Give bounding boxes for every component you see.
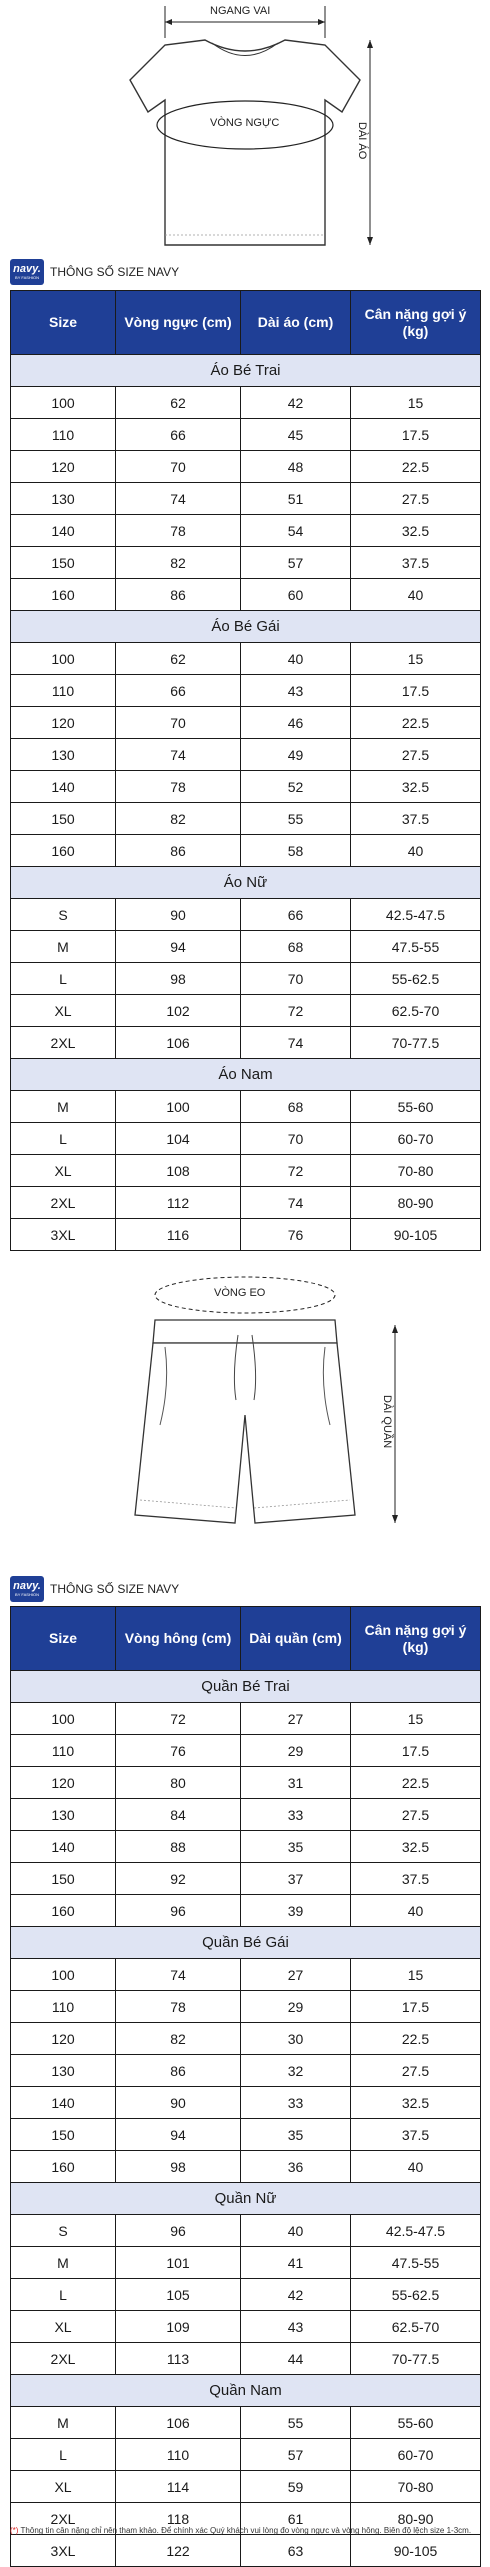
table-row <box>11 1799 481 1831</box>
table-row <box>11 483 481 515</box>
table-row <box>11 739 481 771</box>
table-row <box>11 2055 481 2087</box>
table-cell: 101 <box>116 2247 241 2279</box>
table-cell: 32.5 <box>351 1831 481 1863</box>
table-cell: 40 <box>351 579 481 611</box>
table-row <box>11 2407 481 2439</box>
table-cell: 55 <box>241 803 351 835</box>
table-cell: 74 <box>116 483 241 515</box>
table-cell: 76 <box>116 1735 241 1767</box>
group-name: Áo Nam <box>11 1059 481 1091</box>
table-cell: 35 <box>241 2119 351 2151</box>
table-cell: 108 <box>116 1155 241 1187</box>
table-row <box>11 515 481 547</box>
table-cell: 72 <box>241 995 351 1027</box>
table-cell: 42.5-47.5 <box>351 899 481 931</box>
group-row <box>11 611 481 643</box>
table-cell: 160 <box>11 2151 116 2183</box>
group-name: Áo Bé Gái <box>11 611 481 643</box>
table-cell: 140 <box>11 2087 116 2119</box>
table-cell: 160 <box>11 835 116 867</box>
table-row <box>11 387 481 419</box>
table-row <box>11 643 481 675</box>
table-cell: 32.5 <box>351 771 481 803</box>
table-row <box>11 1895 481 1927</box>
table-cell: 70-80 <box>351 1155 481 1187</box>
table-cell: 72 <box>116 1703 241 1735</box>
table-cell: S <box>11 899 116 931</box>
table-cell: 116 <box>116 1219 241 1251</box>
table-cell: 15 <box>351 387 481 419</box>
table-cell: 106 <box>116 2407 241 2439</box>
column-header: Size <box>11 291 116 355</box>
table-row <box>11 963 481 995</box>
table-cell: 42 <box>241 387 351 419</box>
pants-size-table <box>10 1606 481 2567</box>
table-cell: 2XL <box>11 2343 116 2375</box>
table-cell: 78 <box>116 771 241 803</box>
table-cell: 27 <box>241 1703 351 1735</box>
column-header: Size <box>11 1607 116 1671</box>
table-cell: 140 <box>11 515 116 547</box>
table-row <box>11 707 481 739</box>
table-cell: 55-60 <box>351 1091 481 1123</box>
table-cell: 22.5 <box>351 2023 481 2055</box>
table-cell: 94 <box>116 931 241 963</box>
table-cell: 122 <box>116 2535 241 2567</box>
group-name: Quần Nam <box>11 2375 481 2407</box>
table-row <box>11 1735 481 1767</box>
table-cell: 80-90 <box>351 1187 481 1219</box>
footnote <box>10 2525 480 2536</box>
table-cell: 98 <box>116 963 241 995</box>
table-cell: 47.5-55 <box>351 2247 481 2279</box>
table-cell: 150 <box>11 547 116 579</box>
shorts-illustration <box>0 1265 490 1565</box>
table-cell: 160 <box>11 579 116 611</box>
table-row <box>11 1027 481 1059</box>
table-cell: 17.5 <box>351 1735 481 1767</box>
table-row <box>11 1831 481 1863</box>
section-title: THÔNG SỐ SIZE NAVY <box>50 265 180 279</box>
table-cell: 74 <box>116 739 241 771</box>
table-cell: 17.5 <box>351 675 481 707</box>
table-cell: 37 <box>241 1863 351 1895</box>
table-cell: 63 <box>241 2535 351 2567</box>
table-cell: M <box>11 931 116 963</box>
table-cell: 2XL <box>11 1187 116 1219</box>
table-cell: 55 <box>241 2407 351 2439</box>
table-cell: 42.5-47.5 <box>351 2215 481 2247</box>
table-cell: 66 <box>116 675 241 707</box>
table-cell: 42 <box>241 2279 351 2311</box>
table-cell: 58 <box>241 835 351 867</box>
table-row <box>11 771 481 803</box>
table-cell: 100 <box>11 387 116 419</box>
table-row <box>11 2343 481 2375</box>
table-cell: 52 <box>241 771 351 803</box>
table-cell: 55-62.5 <box>351 2279 481 2311</box>
table-row <box>11 2119 481 2151</box>
table-row <box>11 1991 481 2023</box>
table-cell: 70-77.5 <box>351 2343 481 2375</box>
table-cell: 36 <box>241 2151 351 2183</box>
table-cell: 109 <box>116 2311 241 2343</box>
table-cell: 74 <box>241 1187 351 1219</box>
table-cell: 3XL <box>11 1219 116 1251</box>
table-cell: 15 <box>351 1959 481 1991</box>
table-cell: 90-105 <box>351 2535 481 2567</box>
table-cell: 41 <box>241 2247 351 2279</box>
table-cell: 15 <box>351 1703 481 1735</box>
table-cell: 32 <box>241 2055 351 2087</box>
group-name: Quần Bé Trai <box>11 1671 481 1703</box>
table-cell: 78 <box>116 1991 241 2023</box>
column-header: Vòng hông (cm) <box>116 1607 241 1671</box>
length-label: DÀI ÁO <box>356 122 368 160</box>
table-row <box>11 1959 481 1991</box>
table-cell: 48 <box>241 451 351 483</box>
table-cell: 130 <box>11 739 116 771</box>
table-row <box>11 1703 481 1735</box>
navy-logo: navy. BY FASHION <box>10 259 44 285</box>
table-cell: 70-77.5 <box>351 1027 481 1059</box>
table-row <box>11 2439 481 2471</box>
table-cell: 29 <box>241 1991 351 2023</box>
table-cell: 120 <box>11 451 116 483</box>
table-cell: 82 <box>116 803 241 835</box>
table-cell: 60 <box>241 579 351 611</box>
table-cell: 51 <box>241 483 351 515</box>
table-row <box>11 2023 481 2055</box>
table-cell: XL <box>11 995 116 1027</box>
table-cell: M <box>11 1091 116 1123</box>
table-cell: 110 <box>11 1991 116 2023</box>
table-cell: M <box>11 2407 116 2439</box>
table-cell: 102 <box>116 995 241 1027</box>
table-cell: 150 <box>11 1863 116 1895</box>
table-cell: 15 <box>351 643 481 675</box>
table-cell: 120 <box>11 1767 116 1799</box>
table-cell: 100 <box>11 643 116 675</box>
table-cell: 47.5-55 <box>351 931 481 963</box>
table-cell: 86 <box>116 835 241 867</box>
table-cell: 45 <box>241 419 351 451</box>
table-cell: 96 <box>116 1895 241 1927</box>
table-cell: 86 <box>116 579 241 611</box>
table-header-row <box>11 1607 481 1671</box>
group-row <box>11 2375 481 2407</box>
table-cell: 82 <box>116 2023 241 2055</box>
table-cell: 40 <box>351 835 481 867</box>
group-name: Áo Bé Trai <box>11 355 481 387</box>
table-cell: 88 <box>116 1831 241 1863</box>
table-cell: 2XL <box>11 2503 116 2535</box>
group-row <box>11 2183 481 2215</box>
group-row <box>11 1671 481 1703</box>
column-header: Dài áo (cm) <box>241 291 351 355</box>
table-row <box>11 547 481 579</box>
table-cell: 110 <box>11 419 116 451</box>
table-cell: 55-62.5 <box>351 963 481 995</box>
table-cell: 33 <box>241 1799 351 1831</box>
table-cell: 37.5 <box>351 2119 481 2151</box>
table-cell: 68 <box>241 931 351 963</box>
group-row <box>11 1927 481 1959</box>
table-cell: 100 <box>11 1703 116 1735</box>
table-cell: 120 <box>11 2023 116 2055</box>
table-cell: 37.5 <box>351 1863 481 1895</box>
table-cell: 29 <box>241 1735 351 1767</box>
table-cell: XL <box>11 1155 116 1187</box>
table-cell: 66 <box>116 419 241 451</box>
table-cell: 27 <box>241 1959 351 1991</box>
table-cell: 80 <box>116 1767 241 1799</box>
table-cell: 90 <box>116 2087 241 2119</box>
table-cell: 66 <box>241 899 351 931</box>
table-cell: 90 <box>116 899 241 931</box>
table-cell: 104 <box>116 1123 241 1155</box>
table-row <box>11 451 481 483</box>
table-cell: 3XL <box>11 2535 116 2567</box>
table-row <box>11 2215 481 2247</box>
table-row <box>11 1091 481 1123</box>
group-name: Áo Nữ <box>11 867 481 899</box>
table-row <box>11 579 481 611</box>
table-cell: 86 <box>116 2055 241 2087</box>
table-cell: 94 <box>116 2119 241 2151</box>
navy-logo: navy. BY FASHION <box>10 1576 44 1602</box>
table-cell: L <box>11 2279 116 2311</box>
table-cell: 110 <box>11 1735 116 1767</box>
table-cell: 57 <box>241 2439 351 2471</box>
table-cell: 62.5-70 <box>351 2311 481 2343</box>
table-row <box>11 419 481 451</box>
table-cell: 32.5 <box>351 2087 481 2119</box>
table-cell: 27.5 <box>351 739 481 771</box>
table-cell: 118 <box>116 2503 241 2535</box>
waist-label: VÒNG EO <box>214 1287 266 1299</box>
table-cell: 113 <box>116 2343 241 2375</box>
table-row <box>11 2311 481 2343</box>
table-cell: 37.5 <box>351 803 481 835</box>
table-row <box>11 1767 481 1799</box>
table-cell: 40 <box>351 2151 481 2183</box>
table-cell: 78 <box>116 515 241 547</box>
table-row <box>11 931 481 963</box>
table-cell: L <box>11 2439 116 2471</box>
column-header: Dài quần (cm) <box>241 1607 351 1671</box>
table-cell: 22.5 <box>351 451 481 483</box>
table-cell: 100 <box>116 1091 241 1123</box>
shirt-brand-row <box>10 258 179 286</box>
table-cell: 106 <box>116 1027 241 1059</box>
table-cell: 44 <box>241 2343 351 2375</box>
chest-label: VÒNG NGỰC <box>210 117 280 129</box>
table-cell: XL <box>11 2311 116 2343</box>
column-header: Cân nặng gợi ý (kg) <box>351 1607 481 1671</box>
table-cell: 150 <box>11 803 116 835</box>
table-cell: 59 <box>241 2471 351 2503</box>
group-row <box>11 867 481 899</box>
table-cell: 70 <box>116 707 241 739</box>
table-cell: XL <box>11 2471 116 2503</box>
group-name: Quần Nữ <box>11 2183 481 2215</box>
table-row <box>11 2279 481 2311</box>
table-cell: M <box>11 2247 116 2279</box>
table-row <box>11 2535 481 2567</box>
table-cell: 140 <box>11 771 116 803</box>
column-header: Vòng ngực (cm) <box>116 291 241 355</box>
group-name: Quần Bé Gái <box>11 1927 481 1959</box>
table-cell: 55-60 <box>351 2407 481 2439</box>
table-cell: 112 <box>116 1187 241 1219</box>
table-cell: 150 <box>11 2119 116 2151</box>
table-row <box>11 1155 481 1187</box>
table-cell: 17.5 <box>351 419 481 451</box>
table-row <box>11 1123 481 1155</box>
table-cell: 120 <box>11 707 116 739</box>
table-cell: 43 <box>241 2311 351 2343</box>
table-cell: 105 <box>116 2279 241 2311</box>
table-cell: 110 <box>11 675 116 707</box>
table-row <box>11 803 481 835</box>
table-cell: 70-80 <box>351 2471 481 2503</box>
table-cell: 31 <box>241 1767 351 1799</box>
table-cell: 22.5 <box>351 707 481 739</box>
table-cell: L <box>11 1123 116 1155</box>
table-row <box>11 2087 481 2119</box>
table-cell: 82 <box>116 547 241 579</box>
table-row <box>11 2151 481 2183</box>
table-cell: 68 <box>241 1091 351 1123</box>
table-cell: 17.5 <box>351 1991 481 2023</box>
footnote-mark: (*) <box>10 2526 19 2535</box>
table-row <box>11 835 481 867</box>
table-cell: 96 <box>116 2215 241 2247</box>
table-row <box>11 995 481 1027</box>
table-cell: 40 <box>351 1895 481 1927</box>
table-cell: L <box>11 963 116 995</box>
table-cell: 27.5 <box>351 483 481 515</box>
shirt-diagram <box>0 0 490 250</box>
table-row <box>11 2471 481 2503</box>
table-cell: 72 <box>241 1155 351 1187</box>
table-cell: 33 <box>241 2087 351 2119</box>
table-cell: 130 <box>11 483 116 515</box>
table-cell: 84 <box>116 1799 241 1831</box>
footnote-text: Thông tin cân nặng chỉ nên tham khảo. Để chính xác Quý khách vui lòng đo vòng ngực và vòng hông. Biên độ lệch size 1-3cm. <box>20 2526 472 2535</box>
table-cell: 61 <box>241 2503 351 2535</box>
table-cell: 110 <box>116 2439 241 2471</box>
table-cell: S <box>11 2215 116 2247</box>
table-cell: 60-70 <box>351 1123 481 1155</box>
shirt-size-table <box>10 290 481 1251</box>
table-cell: 80-90 <box>351 2503 481 2535</box>
table-cell: 114 <box>116 2471 241 2503</box>
table-cell: 60-70 <box>351 2439 481 2471</box>
table-cell: 2XL <box>11 1027 116 1059</box>
section-title: THÔNG SỐ SIZE NAVY <box>50 1582 180 1596</box>
table-row <box>11 1863 481 1895</box>
table-cell: 100 <box>11 1959 116 1991</box>
table-cell: 27.5 <box>351 1799 481 1831</box>
pants-length-label: DÀI QUẦN <box>381 1395 393 1449</box>
table-cell: 140 <box>11 1831 116 1863</box>
table-cell: 62.5-70 <box>351 995 481 1027</box>
pants-diagram <box>0 1265 490 1565</box>
table-cell: 37.5 <box>351 547 481 579</box>
column-header: Cân nặng gợi ý (kg) <box>351 291 481 355</box>
table-cell: 35 <box>241 1831 351 1863</box>
table-row <box>11 2247 481 2279</box>
table-cell: 74 <box>116 1959 241 1991</box>
group-row <box>11 1059 481 1091</box>
table-cell: 70 <box>116 451 241 483</box>
table-cell: 43 <box>241 675 351 707</box>
table-header-row <box>11 291 481 355</box>
table-cell: 49 <box>241 739 351 771</box>
table-row <box>11 899 481 931</box>
table-cell: 40 <box>241 643 351 675</box>
table-cell: 70 <box>241 1123 351 1155</box>
group-row <box>11 355 481 387</box>
pants-brand-row <box>10 1575 179 1603</box>
table-cell: 39 <box>241 1895 351 1927</box>
table-row <box>11 675 481 707</box>
table-cell: 22.5 <box>351 1767 481 1799</box>
table-cell: 32.5 <box>351 515 481 547</box>
table-row <box>11 1187 481 1219</box>
table-cell: 74 <box>241 1027 351 1059</box>
table-cell: 130 <box>11 1799 116 1831</box>
table-cell: 130 <box>11 2055 116 2087</box>
table-cell: 76 <box>241 1219 351 1251</box>
shoulder-label: NGANG VAI <box>210 5 271 17</box>
table-cell: 30 <box>241 2023 351 2055</box>
table-cell: 90-105 <box>351 1219 481 1251</box>
table-cell: 57 <box>241 547 351 579</box>
table-cell: 62 <box>116 387 241 419</box>
table-cell: 98 <box>116 2151 241 2183</box>
table-cell: 92 <box>116 1863 241 1895</box>
table-cell: 46 <box>241 707 351 739</box>
table-cell: 160 <box>11 1895 116 1927</box>
table-cell: 27.5 <box>351 2055 481 2087</box>
table-row <box>11 1219 481 1251</box>
table-cell: 62 <box>116 643 241 675</box>
table-cell: 70 <box>241 963 351 995</box>
table-cell: 40 <box>241 2215 351 2247</box>
table-cell: 54 <box>241 515 351 547</box>
